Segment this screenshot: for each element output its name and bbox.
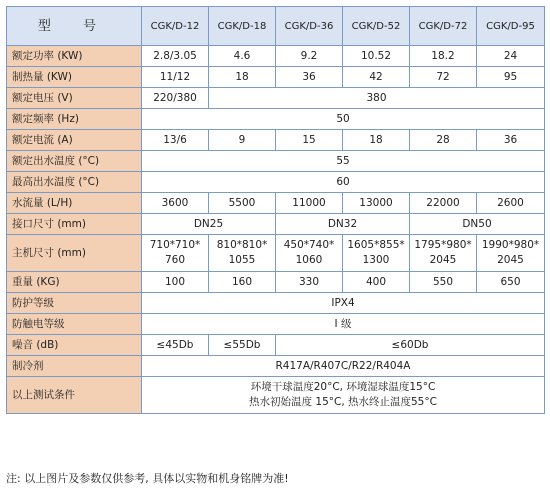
model-header: CGK/D-72 [410, 7, 477, 46]
row-heat-output [7, 67, 545, 88]
cell: 4.6 [209, 46, 276, 67]
dim-line: 450*740* [283, 239, 335, 251]
row-label: 最高出水温度 (°C) [7, 172, 142, 193]
cell: 5500 [209, 193, 276, 214]
row-rated-power [7, 46, 545, 67]
row-weight [7, 272, 545, 293]
dim-line: 710*710* [149, 239, 201, 251]
row-label: 重量 (KG) [7, 272, 142, 293]
row-outlet-temp [7, 151, 545, 172]
dim-line: 1055 [228, 254, 256, 266]
cell [142, 377, 545, 414]
row-label: 制热量 (KW) [7, 67, 142, 88]
row-label: 防触电等级 [7, 314, 142, 335]
cell: IPX4 [142, 293, 545, 314]
cell: 13/6 [142, 130, 209, 151]
cell: 36 [477, 130, 545, 151]
spec-table [6, 6, 545, 414]
cell [477, 235, 545, 272]
condition-line: 环境干球温度20°C, 环境湿球温度15°C [250, 381, 436, 393]
cell: 55 [142, 151, 545, 172]
row-label: 额定电流 (A) [7, 130, 142, 151]
row-label: 额定电压 (V) [7, 88, 142, 109]
dim-line: 1990*980* [481, 239, 540, 251]
cell: 550 [410, 272, 477, 293]
cell: 18.2 [410, 46, 477, 67]
cell: 160 [209, 272, 276, 293]
cell: 36 [276, 67, 343, 88]
row-noise [7, 335, 545, 356]
dim-line: 1060 [295, 254, 323, 266]
row-label: 额定功率 (KW) [7, 46, 142, 67]
cell [142, 235, 209, 272]
cell: 15 [276, 130, 343, 151]
cell [276, 235, 343, 272]
row-rated-frequency [7, 109, 545, 130]
cell: 11000 [276, 193, 343, 214]
cell: 2.8/3.05 [142, 46, 209, 67]
dim-line: 1300 [362, 254, 390, 266]
cell: 50 [142, 109, 545, 130]
cell: 24 [477, 46, 545, 67]
model-header: CGK/D-18 [209, 7, 276, 46]
dim-line: 1795*980* [414, 239, 472, 251]
row-test-conditions [7, 377, 545, 414]
cell: 60 [142, 172, 545, 193]
row-label: 额定出水温度 (°C) [7, 151, 142, 172]
cell: ≤60Db [276, 335, 545, 356]
row-label: 噪音 (dB) [7, 335, 142, 356]
cell: 2600 [477, 193, 545, 214]
cell: 18 [209, 67, 276, 88]
row-refrigerant [7, 356, 545, 377]
cell: 380 [209, 88, 545, 109]
row-max-outlet-temp [7, 172, 545, 193]
row-water-flow [7, 193, 545, 214]
cell: ≤45Db [142, 335, 209, 356]
cell: 650 [477, 272, 545, 293]
row-label: 水流量 (L/H) [7, 193, 142, 214]
cell: 330 [276, 272, 343, 293]
cell: 28 [410, 130, 477, 151]
dim-line: 1605*855* [347, 239, 405, 251]
row-label: 以上测试条件 [7, 377, 142, 414]
row-label: 防护等级 [7, 293, 142, 314]
cell: DN32 [276, 214, 410, 235]
row-rated-voltage [7, 88, 545, 109]
model-header: CGK/D-95 [477, 7, 545, 46]
cell: 220/380 [142, 88, 209, 109]
cell: 11/12 [142, 67, 209, 88]
cell: 95 [477, 67, 545, 88]
dim-line: 810*810* [216, 239, 268, 251]
cell: R417A/R407C/R22/R404A [142, 356, 545, 377]
cell: 22000 [410, 193, 477, 214]
spec-sheet [6, 6, 544, 414]
row-shock-class [7, 314, 545, 335]
cell: 9.2 [276, 46, 343, 67]
cell: 72 [410, 67, 477, 88]
footnote: 注: 以上图片及参数仅供参考, 具体以实物和机身铭牌为准! [6, 472, 289, 485]
cell [209, 235, 276, 272]
dim-line: 2045 [429, 254, 457, 266]
cell: 9 [209, 130, 276, 151]
cell: DN25 [142, 214, 276, 235]
row-label: 主机尺寸 (mm) [7, 235, 142, 272]
cell: 13000 [343, 193, 410, 214]
header-row [7, 7, 545, 46]
condition-line: 热水初始温度 15°C, 热水终止温度55°C [249, 396, 437, 408]
cell: 42 [343, 67, 410, 88]
row-rated-current [7, 130, 545, 151]
dim-line: 2045 [497, 254, 524, 266]
model-header-label: 型 号 [7, 7, 142, 46]
model-header: CGK/D-36 [276, 7, 343, 46]
cell: 100 [142, 272, 209, 293]
cell [410, 235, 477, 272]
cell: 3600 [142, 193, 209, 214]
cell: ≤55Db [209, 335, 276, 356]
row-unit-size [7, 235, 545, 272]
row-label: 制冷剂 [7, 356, 142, 377]
model-header: CGK/D-52 [343, 7, 410, 46]
row-label: 接口尺寸 (mm) [7, 214, 142, 235]
model-header: CGK/D-12 [142, 7, 209, 46]
cell: I 级 [142, 314, 545, 335]
row-protection [7, 293, 545, 314]
cell: DN50 [410, 214, 545, 235]
cell [343, 235, 410, 272]
row-label: 额定频率 (Hz) [7, 109, 142, 130]
dim-line: 760 [164, 254, 186, 266]
cell: 18 [343, 130, 410, 151]
row-pipe-size [7, 214, 545, 235]
cell: 400 [343, 272, 410, 293]
cell: 10.52 [343, 46, 410, 67]
